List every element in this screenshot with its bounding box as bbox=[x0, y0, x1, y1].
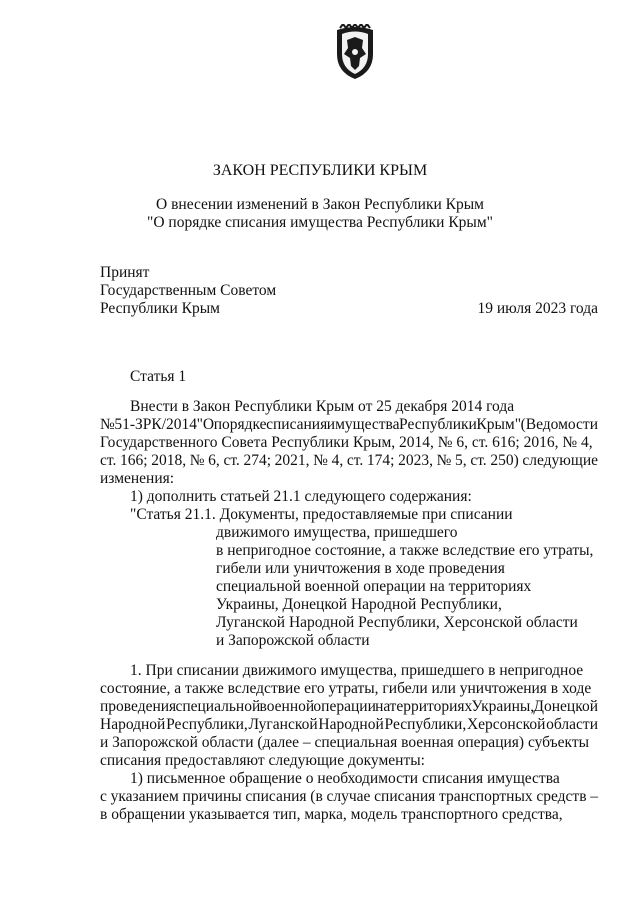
section-1-line: проведения специальной военной операции на территориях Украины, Донецкой bbox=[100, 698, 598, 715]
article-intro-line: Государственного Совета Республики Крым, 2014, № 6, ст. 616; 2016, № 4, bbox=[100, 434, 593, 451]
section-1-line: Народной Республики, Луганской Народной Республики, Херсонской области bbox=[100, 716, 598, 733]
article-heading: Статья 1 bbox=[130, 368, 187, 385]
section-1-line: списания предоставляют следующие документы: bbox=[100, 752, 425, 769]
adopted-label: Принят bbox=[100, 264, 150, 281]
article-21-1-title-cont: в непригодное состояние, а также вследствие его утраты, bbox=[216, 542, 594, 559]
law-subtitle-line-1: О внесении изменений в Закон Республики Крым bbox=[156, 196, 484, 213]
section-1-line: состояние, а также вследствие его утраты, гибели или уничтожения в ходе bbox=[100, 680, 592, 697]
section-1-line: 1. При списании движимого имущества, пришедшего в непригодное bbox=[130, 662, 584, 679]
article-21-1-title-cont: и Запорожской области bbox=[216, 632, 370, 649]
adoption-date: 19 июля 2023 года bbox=[477, 300, 598, 317]
adopted-by-republic: Республики Крым bbox=[100, 300, 220, 317]
section-1-line: и Запорожской области (далее – специальная военная операция) субъекты bbox=[100, 734, 590, 751]
article-21-1-title-cont: Луганской Народной Республики, Херсонской области bbox=[216, 614, 578, 631]
section-1-subitem-line: с указанием причины списания (в случае списания транспортных средств – bbox=[100, 788, 598, 805]
article-21-1-title-cont: Украины, Донецкой Народной Республики, bbox=[216, 596, 502, 613]
article-21-1-title-cont: движимого имущества, пришедшего bbox=[216, 524, 458, 541]
law-title: ЗАКОН РЕСПУБЛИКИ КРЫМ bbox=[212, 162, 428, 179]
amendment-item-1: 1) дополнить статьей 21.1 следующего содержания: bbox=[130, 488, 472, 505]
section-1-subitem-line: 1) письменное обращение о необходимости списания имущества bbox=[130, 770, 560, 787]
adopted-by-line: Государственным Советом bbox=[100, 282, 277, 299]
article-intro-line: ст. 166; 2018, № 6, ст. 274; 2021, № 4, ст. 174; 2023, № 5, ст. 250) следующие bbox=[100, 452, 598, 469]
article-intro-line: изменения: bbox=[100, 470, 175, 487]
article-intro-line: Внести в Закон Республики Крым от 25 декабря 2014 года bbox=[130, 398, 515, 415]
section-1-subitem-line: в обращении указывается тип, марка, модель транспортного средства, bbox=[100, 806, 563, 823]
law-subtitle-line-2: "О порядке списания имущества Республики Крым" bbox=[147, 214, 493, 231]
article-21-1-title-cont: специальной военной операции на территориях bbox=[216, 578, 532, 595]
article-21-1-title: "Статья 21.1. Документы, предоставляемые при списании bbox=[130, 506, 513, 523]
article-intro-line: № 51-ЗРК/2014 "О порядке списания имущества Республики Крым" (Ведомости bbox=[100, 416, 598, 433]
coat-of-arms-emblem bbox=[331, 24, 379, 80]
article-21-1-title-cont: гибели или уничтожения в ходе проведения bbox=[216, 560, 505, 577]
